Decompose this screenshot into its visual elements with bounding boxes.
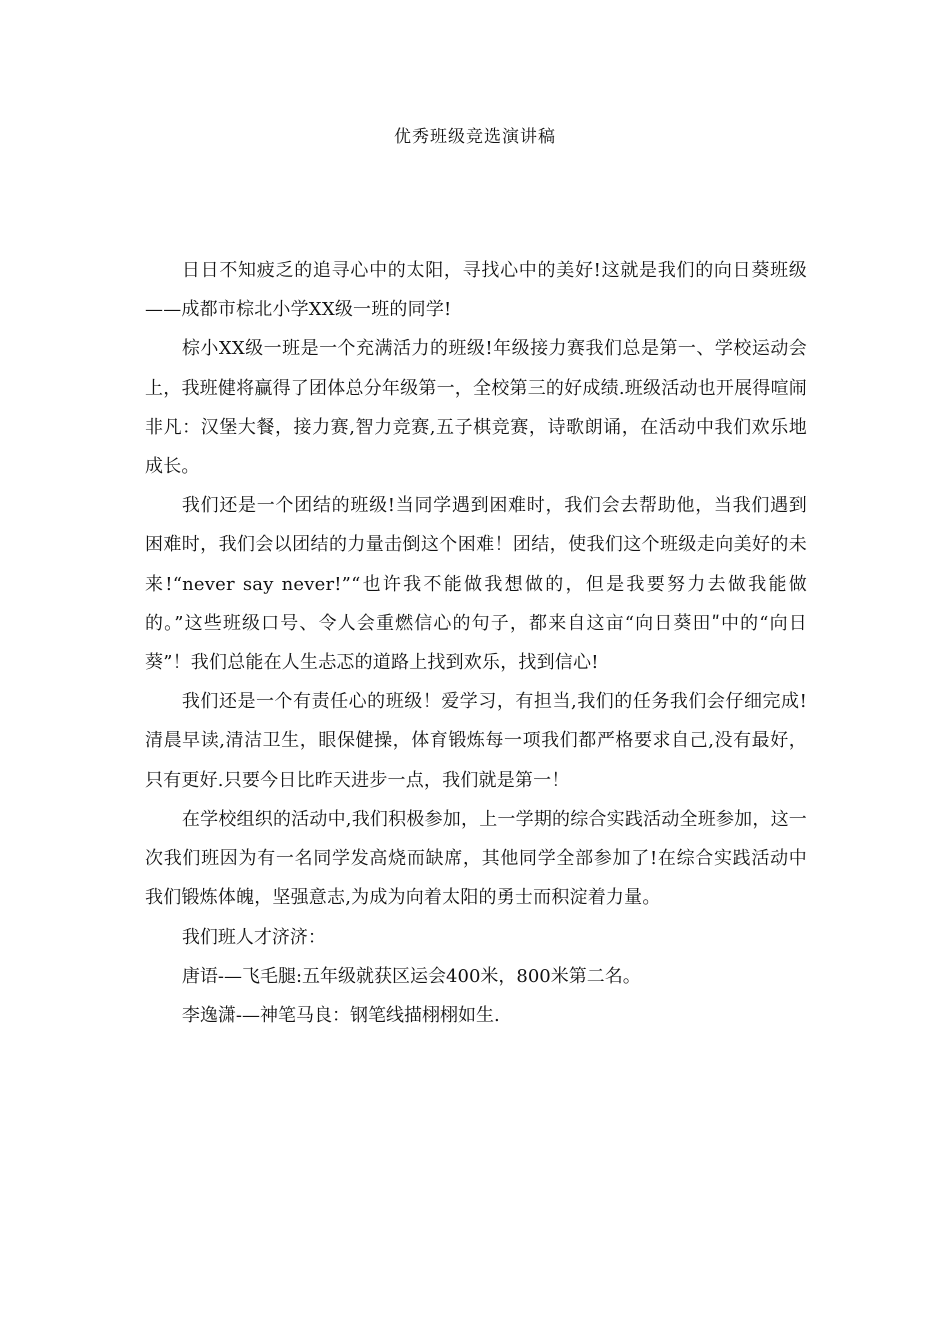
document-body (145, 251, 807, 1035)
paragraph-responsibility: 我们还是一个有责任心的班级！爱学习，有担当,我们的任务我们会仔细完成!清晨早读,清洁卫生，眼保健操，体育锻炼每一项我们都严格要求自己,没有最好，只有更好.只要今日比昨天进步一点，我们就是第一！ (145, 691, 807, 791)
document-title: 优秀班级竞选演讲稿 (394, 127, 556, 147)
talent-list (145, 919, 807, 1035)
paragraph-vitality: 棕小XX级一班是一个充满活力的班级!年级接力赛我们总是第一、学校运动会上，我班健将赢得了团体总分年级第一，全校第三的好成绩.班级活动也开展得喧闹非凡：汉堡大餐，接力赛,智力竞赛,五子棋竞赛，诗歌朗诵，在活动中我们欢乐地成长。 (145, 338, 807, 478)
talent-item: 李逸潇-—神笔马良：钢笔线描栩栩如生. (181, 1004, 500, 1026)
paragraph-intro: 日日不知疲乏的追寻心中的太阳，寻找心中的美好!这就是我们的向日葵班级——成都市棕北小学XX级一班的同学! (145, 260, 807, 321)
paragraph-activities: 在学校组织的活动中,我们积极参加，上一学期的综合实践活动全班参加，这一次我们班因为有一名同学发高烧而缺席，其他同学全部参加了!在综合实践活动中我们锻炼体魄，坚强意志,为成为向着太阳的勇士而积淀着力量。 (145, 808, 807, 909)
paragraph-unity: 我们还是一个团结的班级!当同学遇到困难时，我们会去帮助他，当我们遇到困难时，我们会以团结的力量击倒这个困难！团结，使我们这个班级走向美好的未来!“never say never!”“也许我不能做我想做的，但是我要努力去做我能做的。”这些班级口号、令人会重燃信心的句子，都来自这亩“向日葵田ʺ中的“向日葵”！我们总能在人生忐忑的道路上找到欢乐，找到信心! (145, 495, 807, 674)
talent-item: 唐语-—飞毛腿:五年级就获区运会400米，800米第二名。 (181, 966, 641, 988)
talent-intro: 我们班人才济济： (181, 927, 326, 949)
